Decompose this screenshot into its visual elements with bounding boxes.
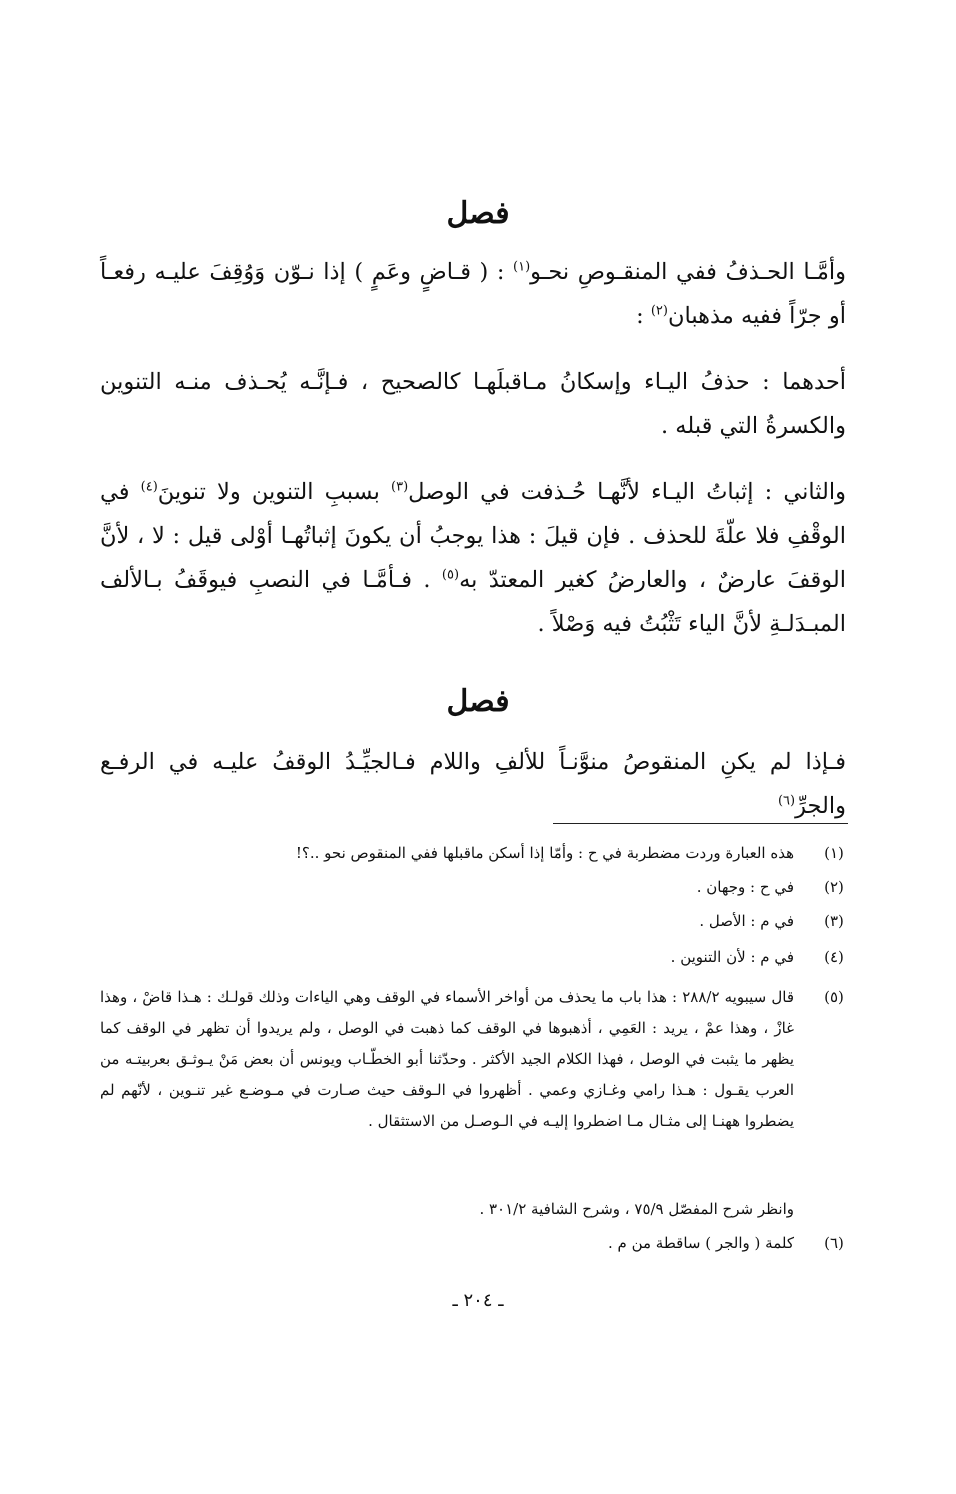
footnote bbox=[100, 1228, 848, 1259]
footnote-text: كلمة ( والجر ) ساقطة من م . bbox=[607, 1234, 794, 1252]
footnote-number: (٦) bbox=[824, 1234, 844, 1252]
footnote-ref: (٤) bbox=[140, 479, 158, 495]
footnote-number: (٢) bbox=[824, 878, 844, 896]
paragraph bbox=[100, 360, 846, 448]
footnote-text: هذه العبارة وردت مضطربة في ح : وأمّا إذا أسكن ماقبلها ففي المنقوص نحو ..؟! bbox=[295, 844, 794, 862]
paragraph-text: فـإذا لم يكنِ المنقوصُ منوَّنـاً للألفِ واللام فـالجيِّـدُ الوقفُ عليـه في الرفـع والجرِّ bbox=[100, 749, 846, 819]
paragraph-text: في الوقْفِ فلا علّةَ للحذف . فإن قيلَ : هذا يوجبُ أن يكونَ إثباتُهـا أوْلى قيل : لا ، لأنَّ الوقفَ عارضٌ ، والعارضُ كغير المعتدّ به bbox=[100, 479, 847, 593]
footnote-number: (٤) bbox=[824, 948, 844, 966]
footnote-text: في م : لأن التنوين . bbox=[670, 948, 794, 966]
paragraph-text: بسببِ التنوين ولا تنوينَ bbox=[157, 479, 392, 505]
paragraph bbox=[100, 470, 846, 646]
paragraph-text: والثاني : إثباتُ اليـاء لأنَّهـا حُـذفت في الوصل bbox=[408, 479, 847, 505]
section-heading-1: فصل bbox=[446, 196, 510, 231]
footnote-divider bbox=[553, 823, 848, 824]
footnote bbox=[100, 942, 848, 973]
footnote bbox=[100, 872, 848, 903]
footnote bbox=[100, 906, 848, 937]
footnote-ref: (٢) bbox=[650, 303, 668, 319]
footnote bbox=[100, 1194, 848, 1225]
paragraph-text: وأمَّـا الحـذفُ ففي المنقـوصِ نحـو bbox=[530, 259, 846, 285]
paragraph-text: . فـأمَّـا في النصبِ فيوقَفُ بـالألف المبـدَلـةِ لأنَّ الياء تَثْبُتُ فيه وَصْلاً . bbox=[100, 567, 846, 637]
footnote-number: (٣) bbox=[824, 912, 844, 930]
footnote bbox=[100, 982, 848, 1137]
footnote-number: (١) bbox=[824, 844, 844, 862]
footnote-ref: (٣) bbox=[391, 479, 409, 495]
footnote-text: قال سيبويه ٢٨٨/٢ : هذا باب ما يحذف من أواخر الأسماء في الوقف وهي الياءات وذلك قولـك : هـذا قاضْ ، وهذا غازْ ، وهذا عمْ ، يريد : العَمِي ، أذهبوها في الوقف كما ذهبت في الوصل ، ولم يريدوا أن تظهر في الوقف كما يظهر ما يثبت في الوصل ، فهذا الكلام الجيد الأكثر . وحدّثنا أبو الخطّـاب ويونس أن بعض مَنْ يـوثـق بعربيتـه من العرب يقـول : هـذا رامي وغـازي وعمي . أظهروا في الـوقف حيث صـارت في مـوضـع غير تنـوين ، لأنّهم لم يضطروا ههنـا إلى مثـال مـا اضطروا إليـه في الـوصـل من الاستثقال . bbox=[100, 988, 795, 1130]
footnote-text: في م : الأصل . bbox=[699, 912, 794, 930]
paragraph bbox=[100, 250, 846, 338]
footnote-ref: (٥) bbox=[441, 567, 460, 583]
paragraph bbox=[100, 740, 846, 828]
paragraph-text: : ( قـاضٍ وعَمٍ ) إذا نـوّن وَوُقِفَ عليـه رفعـاً أو جرّاً ففيه مذهبان bbox=[100, 259, 846, 329]
footnote bbox=[100, 838, 848, 869]
page-number: ـ ٢٠٤ ـ bbox=[452, 1290, 504, 1311]
footnote-text: في ح : وجهان . bbox=[696, 878, 794, 896]
footnote-number: (٥) bbox=[824, 988, 844, 1006]
paragraph-text: : bbox=[636, 303, 651, 329]
footnote-ref: (١) bbox=[513, 259, 531, 275]
footnote-ref: (٦) bbox=[777, 793, 796, 809]
footnote-text: وانظر شرح المفصّل ٧٥/٩ ، وشرح الشافية ٣٠١/٢ . bbox=[479, 1200, 794, 1218]
section-heading-2: فصل bbox=[446, 684, 510, 719]
paragraph-text: أحدهما : حذفُ اليـاء وإسكانُ مـاقبلَهـا كالصحيح ، فـإنَّـه يُحـذف منـه التنوين والكسرةُ التي قبله . bbox=[100, 369, 846, 439]
